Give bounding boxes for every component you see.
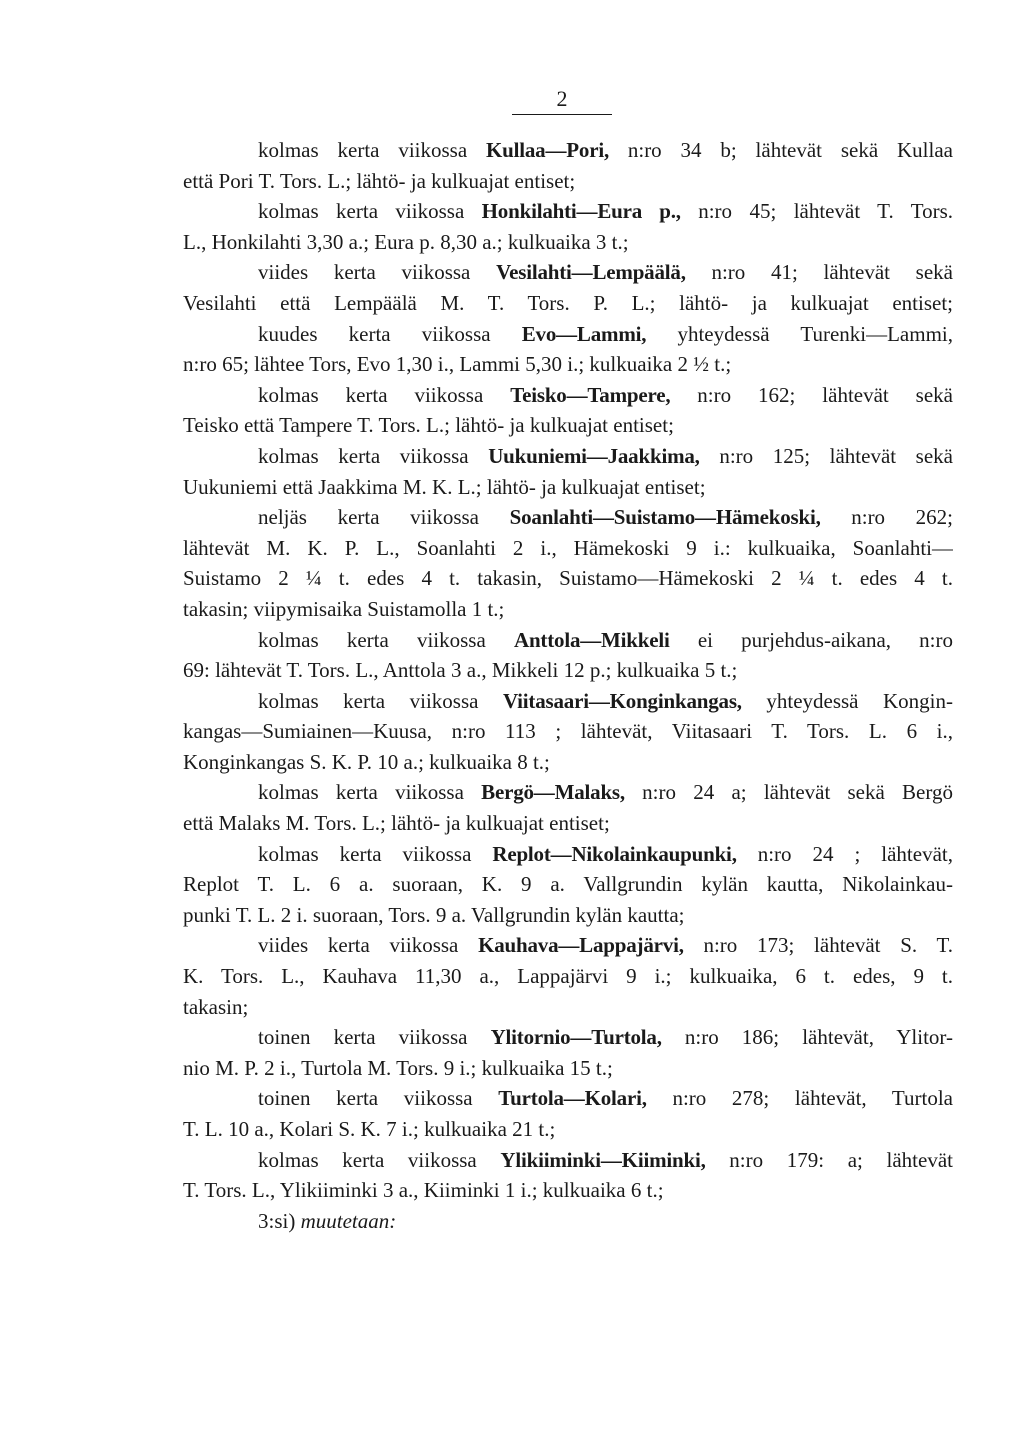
line-text: toinen kerta viikossa xyxy=(258,1086,499,1111)
line-text-after: n:ro 162; lähtevät sekä xyxy=(670,382,953,407)
route-name: Bergö—Malaks, xyxy=(481,780,625,805)
text-line xyxy=(183,930,953,961)
line-text: Replot T. L. 6 a. suoraan, K. 9 a. Vallgrundin kylän kautta, Nikolainkau- xyxy=(183,872,953,897)
text-line xyxy=(183,808,953,839)
line-text: kolmas kerta viikossa xyxy=(258,780,482,805)
text-line xyxy=(183,1053,953,1084)
line-text: lähtevät M. K. P. L., Soanlahti 2 i., Hämekoski 9 i.: kulkuaika, Soanlahti— xyxy=(183,535,953,560)
route-name: Viitasaari—Konginkangas, xyxy=(502,688,742,713)
text-line xyxy=(183,777,953,808)
text-line xyxy=(183,992,953,1023)
text-line xyxy=(183,1206,953,1237)
line-text: neljäs kerta viikossa xyxy=(258,505,510,530)
line-text: kolmas kerta viikossa xyxy=(258,627,514,652)
text-line xyxy=(183,869,953,900)
text-line xyxy=(183,257,953,288)
line-text-after: ei purjehdus-aikana, n:ro xyxy=(669,627,953,652)
line-text-after: n:ro 34 b; lähtevät sekä Kullaa xyxy=(609,138,953,162)
text-line xyxy=(183,288,953,319)
text-line xyxy=(183,319,953,350)
line-text-after: n:ro 125; lähtevät sekä xyxy=(699,443,953,468)
route-name: Kauhava—Lappajärvi, xyxy=(478,933,684,958)
line-text: kuudes kerta viikossa xyxy=(258,321,522,346)
line-text: n:ro 65; lähtee Tors, Evo 1,30 i., Lammi 5,30 i.; kulkuaika 2 ½ t.; xyxy=(183,352,732,377)
line-text-after: n:ro 278; lähtevät, Turtola xyxy=(646,1086,953,1111)
route-name: Turtola—Kolari, xyxy=(498,1086,647,1111)
text-line xyxy=(183,196,953,227)
text-line xyxy=(183,472,953,503)
line-text: 69: lähtevät T. Tors. L., Anttola 3 a., Mikkeli 12 p.; kulkuaika 5 t.; xyxy=(183,658,738,683)
route-name: Ylikiiminki—Kiiminki, xyxy=(500,1147,706,1172)
line-text: kolmas kerta viikossa xyxy=(258,138,486,162)
text-line xyxy=(183,380,953,411)
text-line xyxy=(183,900,953,931)
text-line xyxy=(183,533,953,564)
text-line xyxy=(183,625,953,656)
route-name: Ylitornio—Turtola, xyxy=(490,1025,662,1050)
route-name: Honkilahti—Eura p., xyxy=(481,199,681,224)
line-text: T. L. 10 a., Kolari S. K. 7 i.; kulkuaika 21 t.; xyxy=(183,1117,556,1141)
route-name: Vesilahti—Lempäälä, xyxy=(496,260,686,285)
line-text-after: n:ro 179: a; lähtevät xyxy=(705,1147,953,1172)
text-line xyxy=(183,747,953,778)
text-line xyxy=(183,1175,953,1206)
text-line xyxy=(183,1114,953,1145)
line-text-after: n:ro 45; lähtevät T. Tors. xyxy=(680,199,953,224)
text-line xyxy=(183,441,953,472)
line-text-after: n:ro 186; lähtevät, Ylitor- xyxy=(661,1025,953,1050)
line-text: Suistamo 2 ¼ t. edes 4 t. takasin, Suistamo—Hämekoski 2 ¼ t. edes 4 t. xyxy=(183,566,953,591)
text-line xyxy=(183,1083,953,1114)
text-line xyxy=(183,135,953,166)
line-text: kolmas kerta viikossa xyxy=(258,443,489,468)
line-text: K. Tors. L., Kauhava 11,30 a., Lappajärvi 9 i.; kulkuaika, 6 t. edes, 9 t. xyxy=(183,964,953,989)
line-text: takasin; viipymisaika Suistamolla 1 t.; xyxy=(183,596,505,621)
route-name: Replot—Nikolainkaupunki, xyxy=(492,841,737,866)
text-line xyxy=(183,563,953,594)
route-name: Uukuniemi—Jaakkima, xyxy=(488,443,700,468)
route-name: Evo—Lammi, xyxy=(521,321,647,346)
line-text: Teisko että Tampere T. Tors. L.; lähtö- ja kulkuajat entiset; xyxy=(183,413,674,438)
line-text: että Pori T. Tors. L.; lähtö- ja kulkuajat entiset; xyxy=(183,168,576,193)
text-line xyxy=(183,1022,953,1053)
route-name: Teisko—Tampere, xyxy=(510,382,671,407)
line-text: Konginkangas S. K. P. 10 a.; kulkuaika 8 t.; xyxy=(183,749,550,774)
text-line xyxy=(183,716,953,747)
text-line xyxy=(183,502,953,533)
text-line xyxy=(183,410,953,441)
text-line xyxy=(183,655,953,686)
route-name: Anttola—Mikkeli xyxy=(513,627,670,652)
line-text: toinen kerta viikossa xyxy=(258,1025,491,1050)
line-text-after: n:ro 262; xyxy=(820,505,953,530)
line-text: kolmas kerta viikossa xyxy=(258,688,503,713)
line-text: viides kerta viikossa xyxy=(258,260,497,285)
line-text: L., Honkilahti 3,30 a.; Eura p. 8,30 a.; kulkuaika 3 t.; xyxy=(183,229,629,254)
text-line xyxy=(183,686,953,717)
text-line xyxy=(183,227,953,258)
line-text: Uukuniemi että Jaakkima M. K. L.; lähtö- ja kulkuajat entiset; xyxy=(183,474,706,499)
text-line xyxy=(183,166,953,197)
body-text xyxy=(183,135,953,1236)
route-name: Kullaa—Pori, xyxy=(486,138,610,162)
line-text: kolmas kerta viikossa xyxy=(258,199,482,224)
line-text: viides kerta viikossa xyxy=(258,933,479,958)
line-text: takasin; xyxy=(183,994,249,1019)
line-text-after: n:ro 41; lähtevät sekä xyxy=(685,260,953,285)
line-text-after: yhteydessä Turenki—Lammi, xyxy=(646,321,953,346)
line-text: Vesilahti että Lempäälä M. T. Tors. P. L.; lähtö- ja kulkuajat entiset; xyxy=(183,290,953,315)
line-text: kolmas kerta viikossa xyxy=(258,382,511,407)
line-text-after: n:ro 24 a; lähtevät sekä Bergö xyxy=(624,780,953,805)
line-text-after: n:ro 24 ; lähtevät, xyxy=(736,841,953,866)
text-line xyxy=(183,594,953,625)
line-text: 3:si) xyxy=(258,1208,301,1233)
text-line xyxy=(183,1145,953,1176)
line-text: kolmas kerta viikossa xyxy=(258,841,493,866)
line-text: punki T. L. 2 i. suoraan, Tors. 9 a. Vallgrundin kylän kautta; xyxy=(183,902,685,927)
line-text: kolmas kerta viikossa xyxy=(258,1147,501,1172)
line-text-after: n:ro 173; lähtevät S. T. xyxy=(683,933,953,958)
page-number: 2 xyxy=(556,86,568,111)
page-number-rule xyxy=(512,114,612,115)
route-name: Soanlahti—Suistamo—Hämekoski, xyxy=(509,505,821,530)
line-text: että Malaks M. Tors. L.; lähtö- ja kulkuajat entiset; xyxy=(183,811,610,836)
line-text: nio M. P. 2 i., Turtola M. Tors. 9 i.; kulkuaika 15 t.; xyxy=(183,1055,613,1080)
italic-text: muutetaan: xyxy=(300,1208,397,1233)
line-text: kangas—Sumiainen—Kuusa, n:ro 113 ; lähtevät, Viitasaari T. Tors. L. 6 i., xyxy=(183,719,953,744)
text-line xyxy=(183,839,953,870)
text-line xyxy=(183,349,953,380)
line-text: T. Tors. L., Ylikiiminki 3 a., Kiiminki 1 i.; kulkuaika 6 t.; xyxy=(183,1178,664,1203)
text-line xyxy=(183,961,953,992)
line-text-after: yhteydessä Kongin- xyxy=(741,688,953,713)
